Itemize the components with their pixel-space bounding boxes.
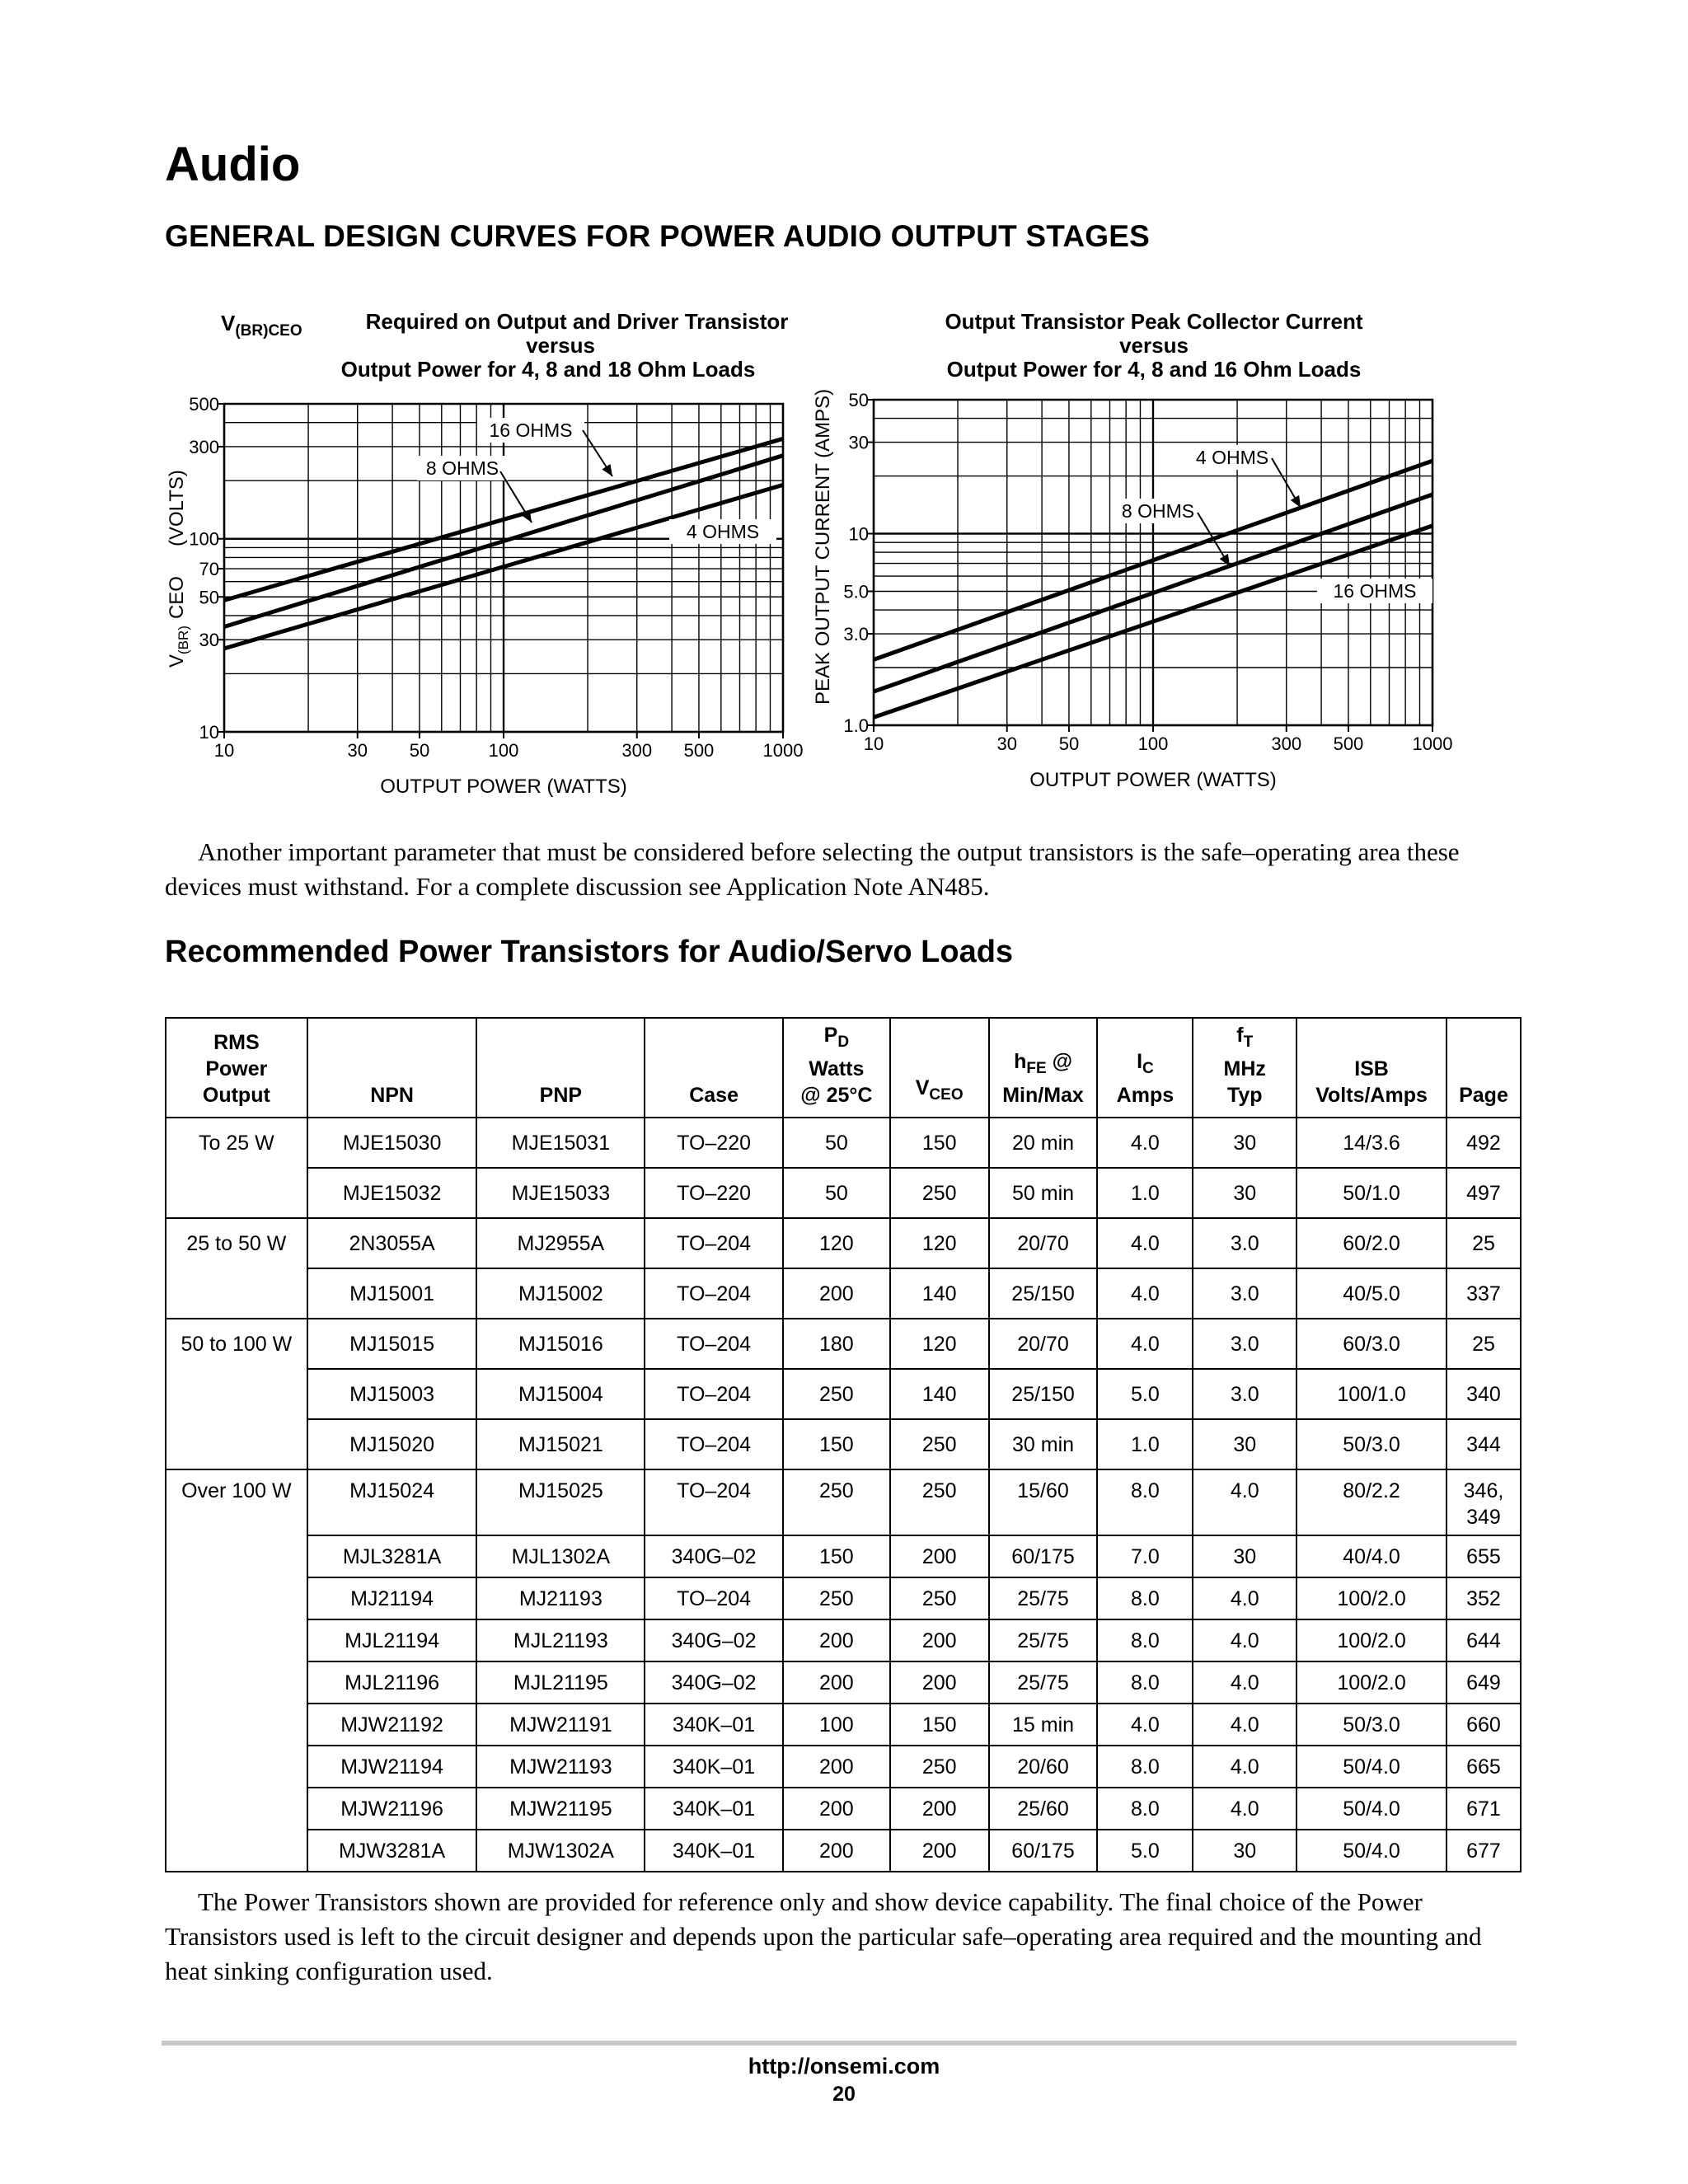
npn-cell: MJ15015 <box>307 1319 477 1369</box>
header-rms-power-output: RMS Power Output <box>166 1018 307 1118</box>
pnp-cell: MJ21193 <box>476 1577 645 1619</box>
isb-cell: 100/1.0 <box>1296 1369 1447 1419</box>
ft-cell: 30 <box>1193 1535 1296 1577</box>
page-cell: 25 <box>1447 1218 1521 1268</box>
x-tick-label: 300 <box>621 740 653 761</box>
ft-cell: 4.0 <box>1193 1661 1296 1704</box>
annotation-label: 4 OHMS <box>686 521 760 542</box>
design-curves-title: GENERAL DESIGN CURVES FOR POWER AUDIO OUTPUT STAGES <box>165 219 1150 253</box>
hfe-cell: 25/75 <box>989 1577 1098 1619</box>
npn-cell: MJL3281A <box>307 1535 477 1577</box>
header-pnp: PNP <box>476 1018 645 1118</box>
table-row <box>166 1535 1521 1577</box>
x-axis-label: OUTPUT POWER (WATTS) <box>380 776 627 798</box>
vceo-cell: 200 <box>890 1788 989 1830</box>
ic-cell: 4.0 <box>1097 1118 1193 1168</box>
vceo-cell: 120 <box>890 1218 989 1268</box>
x-tick-label: 500 <box>1333 733 1364 754</box>
x-tick-label: 30 <box>996 733 1017 754</box>
ft-cell: 3.0 <box>1193 1319 1296 1369</box>
pd-cell: 200 <box>783 1830 890 1872</box>
table-row <box>166 1788 1521 1830</box>
page-cell: 25 <box>1447 1319 1521 1369</box>
isb-cell: 50/4.0 <box>1296 1830 1447 1872</box>
hfe-cell: 25/150 <box>989 1369 1098 1419</box>
page-cell: 352 <box>1447 1577 1521 1619</box>
ic-cell: 8.0 <box>1097 1661 1193 1704</box>
table-body <box>166 1118 1521 1872</box>
rms-power-output-cell: To 25 W <box>166 1118 307 1218</box>
footer-rule <box>162 2041 1517 2046</box>
pd-cell: 150 <box>783 1419 890 1469</box>
table-row <box>166 1704 1521 1746</box>
pnp-cell: MJW1302A <box>476 1830 645 1872</box>
x-tick-label: 1000 <box>1412 733 1453 754</box>
page-value-2: 349 <box>1466 1506 1501 1529</box>
case-cell: 340K–01 <box>645 1704 783 1746</box>
ft-cell: 4.0 <box>1193 1469 1296 1535</box>
pd-cell: 250 <box>783 1369 890 1419</box>
annotation-arrowhead <box>1291 495 1301 508</box>
header-ft-mhz: $f_T$ MHz Typ <box>1193 1018 1296 1118</box>
vceo-cell: 200 <box>890 1535 989 1577</box>
hfe-cell: 50 min <box>989 1168 1098 1218</box>
npn-cell: MJE15030 <box>307 1118 477 1168</box>
hfe-cell: 60/175 <box>989 1535 1098 1577</box>
pd-cell: 180 <box>783 1319 890 1369</box>
ic-cell: 4.0 <box>1097 1218 1193 1268</box>
rms-power-output-cell: 25 to 50 W <box>166 1218 307 1319</box>
ft-cell: 30 <box>1193 1118 1296 1168</box>
isb-cell: 100/2.0 <box>1296 1577 1447 1619</box>
case-cell: 340K–01 <box>645 1746 783 1788</box>
chart-2-title-line-3: Output Power for 4, 8 and 16 Ohm Loads <box>946 357 1362 382</box>
page-cell: 644 <box>1447 1619 1521 1661</box>
npn-cell: MJ15024 <box>307 1469 477 1535</box>
annotation-arrowhead <box>602 464 612 476</box>
ic-cell: 1.0 <box>1097 1419 1193 1469</box>
vceo-cell: 200 <box>890 1661 989 1704</box>
isb-cell: 40/4.0 <box>1296 1535 1447 1577</box>
table-header-row <box>166 1018 1521 1118</box>
x-tick-label: 50 <box>409 740 430 761</box>
vceo-cell: 120 <box>890 1319 989 1369</box>
vceo-cell: 150 <box>890 1704 989 1746</box>
y-tick-label: 1.0 <box>843 715 869 736</box>
hfe-cell: 20/70 <box>989 1218 1098 1268</box>
paragraph-safe-operating-area: Another important parameter that must be considered before selecting the output transistors is the safe–operating area these devices must withstand. For a complete discussion see Application Note AN485. <box>165 837 1460 901</box>
x-tick-label: 30 <box>347 740 368 761</box>
npn-cell: MJ15003 <box>307 1369 477 1419</box>
pnp-cell: MJ15025 <box>476 1469 645 1535</box>
pnp-cell: MJL1302A <box>476 1535 645 1577</box>
npn-cell: MJ15020 <box>307 1419 477 1469</box>
x-tick-label: 50 <box>1058 733 1080 754</box>
header-hfe: $h_{FE}$ @ Min/Max <box>989 1018 1098 1118</box>
case-cell: TO–204 <box>645 1419 783 1469</box>
x-tick-label: 10 <box>213 740 235 761</box>
x-tick-label: 10 <box>863 733 884 754</box>
case-cell: 340G–02 <box>645 1535 783 1577</box>
vceo-cell: 250 <box>890 1577 989 1619</box>
vceo-cell: 200 <box>890 1830 989 1872</box>
ft-cell: 3.0 <box>1193 1369 1296 1419</box>
ft-cell: 4.0 <box>1193 1619 1296 1661</box>
annotation-label: 8 OHMS <box>1121 500 1195 522</box>
table-row <box>166 1469 1521 1535</box>
pd-cell: 250 <box>783 1469 890 1535</box>
page-cell: 340 <box>1447 1369 1521 1419</box>
npn-cell: 2N3055A <box>307 1218 477 1268</box>
header-isb: ISB Volts/Amps <box>1296 1018 1447 1118</box>
isb-cell: 80/2.2 <box>1296 1469 1447 1535</box>
footer-url[interactable]: http://onsemi.com <box>748 2054 940 2079</box>
ic-cell: 8.0 <box>1097 1469 1193 1535</box>
isb-cell: 100/2.0 <box>1296 1661 1447 1704</box>
npn-cell: MJW21194 <box>307 1746 477 1788</box>
annotation-label: 4 OHMS <box>1195 447 1269 468</box>
ic-cell: 8.0 <box>1097 1619 1193 1661</box>
ic-cell: 1.0 <box>1097 1168 1193 1218</box>
y-axis-label-unit: (VOLTS) <box>166 470 188 547</box>
npn-cell: MJ15001 <box>307 1268 477 1319</box>
case-cell: TO–204 <box>645 1369 783 1419</box>
ic-cell: 5.0 <box>1097 1369 1193 1419</box>
pd-cell: 250 <box>783 1577 890 1619</box>
case-cell: 340G–02 <box>645 1619 783 1661</box>
ic-cell: 4.0 <box>1097 1704 1193 1746</box>
pnp-cell: MJ2955A <box>476 1218 645 1268</box>
hfe-cell: 25/75 <box>989 1619 1098 1661</box>
isb-cell: 50/4.0 <box>1296 1788 1447 1830</box>
page-cell: 671 <box>1447 1788 1521 1830</box>
page-cell: 660 <box>1447 1704 1521 1746</box>
ic-cell: 8.0 <box>1097 1577 1193 1619</box>
annotation-label: 8 OHMS <box>425 457 499 479</box>
page-cell: 344 <box>1447 1419 1521 1469</box>
vceo-cell: 140 <box>890 1369 989 1419</box>
y-tick-label: 10 <box>848 523 869 545</box>
pnp-cell: MJW21191 <box>476 1704 645 1746</box>
y-tick-label: 50 <box>848 390 869 410</box>
case-cell: TO–204 <box>645 1268 783 1319</box>
rms-power-output-cell: 50 to 100 W <box>166 1319 307 1469</box>
isb-cell: 14/3.6 <box>1296 1118 1447 1168</box>
pd-cell: 50 <box>783 1118 890 1168</box>
y-tick-label: 5.0 <box>843 581 869 602</box>
ft-cell: 4.0 <box>1193 1704 1296 1746</box>
ft-cell: 30 <box>1193 1168 1296 1218</box>
pnp-cell: MJL21193 <box>476 1619 645 1661</box>
hfe-cell: 15/60 <box>989 1469 1098 1535</box>
chart-1-title-line-2: versus <box>526 333 595 358</box>
page-cell: 677 <box>1447 1830 1521 1872</box>
x-tick-label: 500 <box>683 740 715 761</box>
chart-1-title-line1-text: Required on Output and Driver Transistor <box>365 309 789 334</box>
pnp-cell: MJE15033 <box>476 1168 645 1218</box>
hfe-cell: 15 min <box>989 1704 1098 1746</box>
pnp-cell: MJ15016 <box>476 1319 645 1369</box>
y-tick-label: 100 <box>189 528 219 550</box>
page-cell <box>1447 1469 1521 1535</box>
ic-cell: 4.0 <box>1097 1319 1193 1369</box>
y-axis-label-main: V <box>166 654 188 668</box>
vceo-cell: 150 <box>890 1118 989 1168</box>
ic-cell: 5.0 <box>1097 1830 1193 1872</box>
npn-cell: MJW21196 <box>307 1788 477 1830</box>
isb-cell: 60/3.0 <box>1296 1319 1447 1369</box>
header-npn: NPN <box>307 1018 477 1118</box>
page-cell: 655 <box>1447 1535 1521 1577</box>
pnp-cell: MJE15031 <box>476 1118 645 1168</box>
table-row <box>166 1218 1521 1268</box>
hfe-cell: 20/60 <box>989 1746 1098 1788</box>
ft-cell: 30 <box>1193 1830 1296 1872</box>
pd-cell: 100 <box>783 1704 890 1746</box>
x-tick-label: 1000 <box>762 740 804 761</box>
vceo-cell: 250 <box>890 1746 989 1788</box>
rms-power-output-cell: Over 100 W <box>166 1469 307 1872</box>
isb-cell: 100/2.0 <box>1296 1619 1447 1661</box>
pd-cell: 50 <box>783 1168 890 1218</box>
table-row <box>166 1830 1521 1872</box>
section-title: Audio <box>165 138 301 191</box>
table-row <box>166 1746 1521 1788</box>
ft-cell: 4.0 <box>1193 1746 1296 1788</box>
pd-cell: 150 <box>783 1535 890 1577</box>
ic-cell: 7.0 <box>1097 1535 1193 1577</box>
ft-cell: 3.0 <box>1193 1268 1296 1319</box>
page-cell: 665 <box>1447 1746 1521 1788</box>
pd-cell: 200 <box>783 1619 890 1661</box>
isb-cell: 60/2.0 <box>1296 1218 1447 1268</box>
x-tick-label: 100 <box>488 740 519 761</box>
npn-cell: MJW21192 <box>307 1704 477 1746</box>
pnp-cell: MJ15002 <box>476 1268 645 1319</box>
table-row <box>166 1661 1521 1704</box>
case-cell: 340K–01 <box>645 1830 783 1872</box>
y-axis-label-suffix: CEO <box>166 576 188 620</box>
chart-2-title-line-1: Output Transistor Peak Collector Current <box>945 309 1363 334</box>
hfe-cell: 25/60 <box>989 1788 1098 1830</box>
hfe-cell: 20 min <box>989 1118 1098 1168</box>
table-row <box>166 1369 1521 1419</box>
vceo-cell: 250 <box>890 1168 989 1218</box>
ic-cell: 8.0 <box>1097 1746 1193 1788</box>
pd-cell: 200 <box>783 1746 890 1788</box>
annotation-label: 16 OHMS <box>489 419 573 441</box>
y-tick-label: 500 <box>189 394 219 415</box>
y-tick-label: 10 <box>199 722 219 743</box>
paragraph-reference-note: The Power Transistors shown are provided for reference only and show device capability. The final choice of the Power Transistors used is left to the circuit designer and depends upon the particular safe–operating area required and the mounting and heat sinking configuration used. <box>165 1887 1482 1985</box>
header-page: Page <box>1447 1018 1521 1118</box>
hfe-cell: 20/70 <box>989 1319 1098 1369</box>
header-ic-amps: $I_C$ Amps <box>1097 1018 1193 1118</box>
y-axis-label-sub: (BR) <box>176 626 191 654</box>
table-row <box>166 1118 1521 1168</box>
table-row <box>166 1619 1521 1661</box>
npn-cell: MJL21196 <box>307 1661 477 1704</box>
annotation-label: 16 OHMS <box>1333 580 1417 602</box>
npn-cell: MJE15032 <box>307 1168 477 1218</box>
pnp-cell: MJ15004 <box>476 1369 645 1419</box>
case-cell: 340K–01 <box>645 1788 783 1830</box>
y-tick-label: 30 <box>848 432 869 453</box>
page-cell: 337 <box>1447 1268 1521 1319</box>
pnp-cell: MJW21195 <box>476 1788 645 1830</box>
header-pd-watts: $P_D$ Watts @ 25°C <box>783 1018 890 1118</box>
page-value: 346, <box>1463 1479 1504 1502</box>
table-row <box>166 1577 1521 1619</box>
pd-cell: 200 <box>783 1268 890 1319</box>
pd-cell: 200 <box>783 1788 890 1830</box>
ic-cell: 8.0 <box>1097 1788 1193 1830</box>
case-cell: 340G–02 <box>645 1661 783 1704</box>
isb-cell: 50/3.0 <box>1296 1704 1447 1746</box>
table-row <box>166 1419 1521 1469</box>
pd-cell: 200 <box>783 1661 890 1704</box>
design-curves-charts <box>0 0 1688 824</box>
chart-1-vbrceo-vs-power <box>166 394 803 798</box>
ft-cell: 4.0 <box>1193 1577 1296 1619</box>
transistor-table <box>165 1017 1522 1872</box>
y-axis-label <box>166 470 191 668</box>
ft-cell: 30 <box>1193 1419 1296 1469</box>
table-row <box>166 1319 1521 1369</box>
npn-cell: MJ21194 <box>307 1577 477 1619</box>
y-tick-label: 30 <box>199 630 219 651</box>
case-cell: TO–204 <box>645 1469 783 1535</box>
chart-2-title-line-2: versus <box>1119 333 1189 358</box>
x-tick-label: 100 <box>1137 733 1169 754</box>
case-cell: TO–204 <box>645 1319 783 1369</box>
chart-1-title-line-3: Output Power for 4, 8 and 18 Ohm Loads <box>340 357 756 382</box>
pnp-cell: MJW21193 <box>476 1746 645 1788</box>
vceo-cell: 250 <box>890 1469 989 1535</box>
vceo-cell: 200 <box>890 1619 989 1661</box>
npn-cell: MJL21194 <box>307 1619 477 1661</box>
chart-2-peak-current-vs-power <box>812 389 1452 791</box>
x-axis-label: OUTPUT POWER (WATTS) <box>1029 769 1277 791</box>
y-axis-label: PEAK OUTPUT CURRENT (AMPS) <box>812 388 834 705</box>
x-tick-label: 300 <box>1271 733 1302 754</box>
isb-cell: 50/3.0 <box>1296 1419 1447 1469</box>
ic-cell: 4.0 <box>1097 1268 1193 1319</box>
chart-1-title-prefix: $V_{(BR)CEO}$ <box>221 311 302 340</box>
y-tick-label: 50 <box>199 587 219 608</box>
vceo-cell: 140 <box>890 1268 989 1319</box>
y-tick-label: 300 <box>189 436 219 457</box>
case-cell: TO–220 <box>645 1168 783 1218</box>
ft-cell: 4.0 <box>1193 1788 1296 1830</box>
case-cell: TO–204 <box>645 1577 783 1619</box>
hfe-cell: 25/75 <box>989 1661 1098 1704</box>
y-tick-label: 70 <box>199 559 219 580</box>
table-title: Recommended Power Transistors for Audio/Servo Loads <box>165 935 1014 969</box>
page-cell: 649 <box>1447 1661 1521 1704</box>
vceo-cell: 250 <box>890 1419 989 1469</box>
footer-page-number: 20 <box>832 2083 856 2106</box>
page-cell: 492 <box>1447 1118 1521 1168</box>
annotation-arrowhead <box>1220 554 1230 566</box>
ft-cell: 3.0 <box>1193 1218 1296 1268</box>
isb-cell: 50/1.0 <box>1296 1168 1447 1218</box>
y-tick-label: 3.0 <box>843 624 869 645</box>
hfe-cell: 60/175 <box>989 1830 1098 1872</box>
hfe-cell: 30 min <box>989 1419 1098 1469</box>
isb-cell: 40/5.0 <box>1296 1268 1447 1319</box>
header-vceo: $V_{CEO}$ <box>890 1018 989 1118</box>
page-cell: 497 <box>1447 1168 1521 1218</box>
isb-cell: 50/4.0 <box>1296 1746 1447 1788</box>
pd-cell: 120 <box>783 1218 890 1268</box>
header-case: Case <box>645 1018 783 1118</box>
table-row <box>166 1268 1521 1319</box>
pnp-cell: MJ15021 <box>476 1419 645 1469</box>
table-row <box>166 1168 1521 1218</box>
npn-cell: MJW3281A <box>307 1830 477 1872</box>
pnp-cell: MJL21195 <box>476 1661 645 1704</box>
hfe-cell: 25/150 <box>989 1268 1098 1319</box>
case-cell: TO–204 <box>645 1218 783 1268</box>
case-cell: TO–220 <box>645 1118 783 1168</box>
